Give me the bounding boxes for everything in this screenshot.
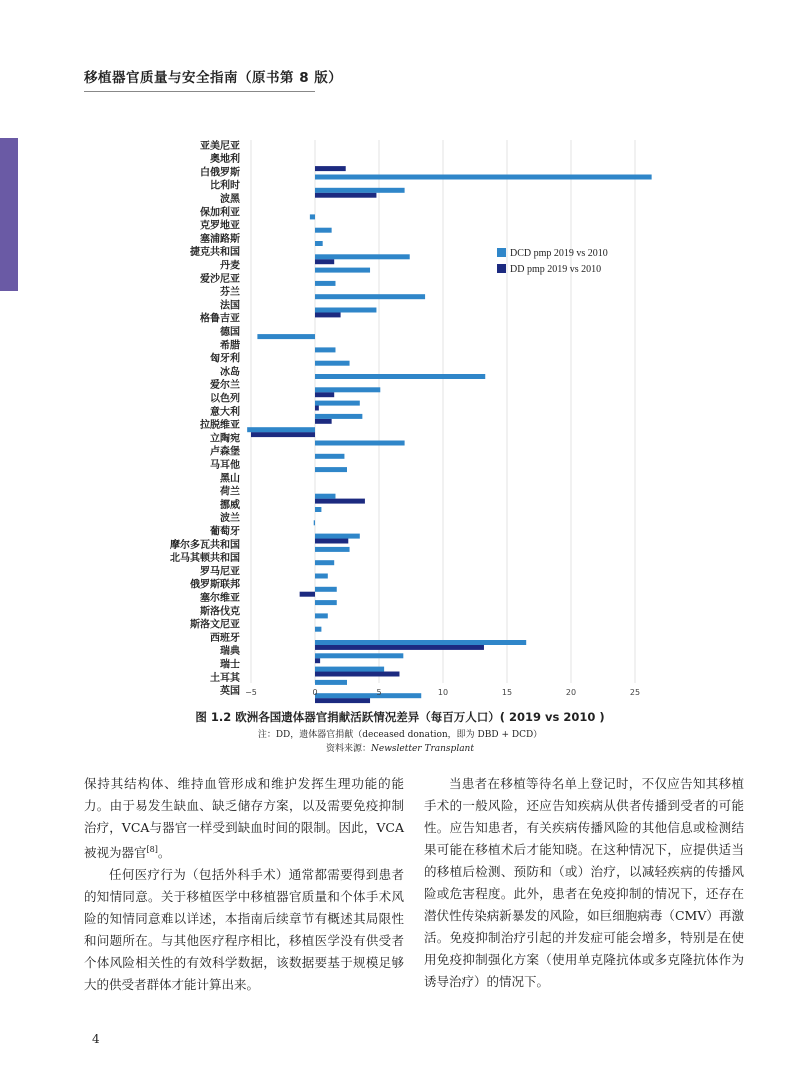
bar-dcd (315, 494, 335, 499)
bar-dcd (315, 441, 405, 446)
bar-dcd (315, 507, 321, 512)
category-label: 挪威 (220, 499, 240, 511)
bar-dd (315, 392, 334, 397)
figure-caption-note: 注：DD，遗体器官捐献（deceased donation，即为 DBD + DCD） (257, 730, 543, 740)
bar-dcd (315, 228, 332, 233)
bar-dd (315, 499, 365, 504)
figure-caption-source (0, 741, 800, 754)
category-label: 黑山 (220, 473, 240, 485)
bar-dcd (315, 613, 328, 618)
bar-dcd (315, 547, 350, 552)
category-label: 克罗地亚 (200, 220, 240, 232)
paragraph-text-end: 。 (157, 845, 171, 861)
bar-dcd (315, 454, 344, 459)
category-label: 北马其顿共和国 (170, 553, 240, 565)
category-label: 瑞典 (220, 646, 240, 658)
category-label: 俄罗斯联邦 (190, 579, 240, 591)
category-label: 法国 (220, 300, 240, 312)
category-label: 以色列 (210, 393, 240, 405)
bar-dd (315, 406, 319, 411)
bar-dcd (315, 640, 526, 645)
chart-x-tick-labels (245, 688, 640, 697)
bar-dd (315, 539, 348, 544)
category-label: 摩尔多瓦共和国 (170, 539, 240, 551)
category-label: 格鲁吉亚 (200, 313, 240, 325)
x-tick-label: 25 (629, 688, 641, 697)
category-label: 芬兰 (220, 287, 240, 299)
bar-dd (300, 592, 315, 597)
category-label: 爱沙尼亚 (200, 273, 240, 285)
bar-dcd (315, 414, 362, 419)
bar-dcd (315, 693, 421, 698)
legend-swatch-dd (497, 264, 506, 273)
category-label: 德国 (220, 327, 240, 338)
category-label: 马耳他 (210, 460, 240, 471)
bar-dcd (315, 667, 384, 672)
bar-dcd (315, 254, 410, 259)
chart-gridlines (251, 140, 635, 683)
category-label: 丹麦 (220, 260, 240, 272)
bar-dcd (315, 587, 337, 592)
x-tick-label: −5 (245, 688, 257, 697)
category-label: 西班牙 (210, 632, 240, 644)
category-label: 意大利 (210, 406, 240, 418)
category-label: 卢森堡 (210, 446, 240, 458)
bar-dcd (315, 653, 403, 658)
category-label: 冰岛 (220, 366, 240, 378)
bar-dcd (315, 374, 485, 379)
category-label: 波黑 (220, 194, 240, 205)
chart-category-labels (169, 139, 241, 697)
paragraph: 当患者在移植等待名单上登记时，不仅应告知其移植手术的一般风险，还应告知疾病从供者传播到受者的可能性。应告知患者，有关疾病传播风险的其他信息或检测结果可能在移植术后才能知晓。在这种情况下，应提供适当的移植后检测、预防和（或）治疗，以减轻疾病的传播风险或危害程度。此外，患者在免疫抑制的情况下，还存在潜伏性传染病新暴发的风险，如巨细胞病毒（CMV）再激活。免疫抑制治疗引起的并发症可能会增多，特别是在使用免疫抑制强化方案（使用单克隆抗体或多克隆抗体作为诱导治疗）的情况下。 (424, 776, 744, 989)
legend-label-dd: DD pmp 2019 vs 2010 (510, 264, 602, 275)
paragraph (84, 773, 404, 864)
running-title: 移植器官质量与安全指南（原书第 8 版） (84, 70, 343, 86)
category-label: 保加利亚 (200, 207, 240, 219)
bar-dcd (315, 680, 347, 685)
bar-dcd (315, 574, 328, 579)
category-label: 爱尔兰 (210, 380, 240, 392)
category-label: 拉脱维亚 (200, 420, 240, 432)
x-tick-label: 15 (501, 688, 513, 697)
bar-dcd (315, 347, 335, 352)
bar-dcd (315, 600, 337, 605)
bar-dd (315, 419, 332, 424)
x-tick-label: 5 (376, 688, 382, 697)
category-label: 瑞士 (220, 659, 240, 671)
bar-dcd (310, 214, 315, 219)
bar-dd (315, 193, 376, 198)
category-label: 斯洛伐克 (200, 606, 240, 618)
category-label: 罗马尼亚 (200, 566, 240, 578)
bar-dcd (257, 334, 315, 339)
category-label: 捷克共和国 (190, 247, 240, 259)
category-label: 奥地利 (210, 154, 240, 166)
bar-dd (315, 645, 484, 650)
bar-dd (315, 166, 346, 171)
body-column-left (84, 773, 404, 996)
category-label: 立陶宛 (210, 433, 240, 445)
category-label: 土耳其 (210, 672, 240, 684)
category-label: 葡萄牙 (210, 526, 240, 538)
category-label: 波兰 (220, 513, 240, 525)
category-label: 白俄罗斯 (200, 167, 240, 179)
x-tick-label: 20 (565, 688, 577, 697)
bar-dd (315, 698, 370, 703)
reference-marker: [8] (146, 845, 158, 854)
category-label: 英国 (220, 686, 240, 698)
category-label: 荷兰 (220, 486, 240, 498)
bar-dcd (315, 268, 370, 273)
bar-dcd (315, 188, 405, 193)
bar-dcd (315, 560, 334, 565)
bar-dd (315, 259, 334, 264)
bar-dd (315, 672, 399, 677)
chart-legend (497, 248, 608, 275)
legend-label-dcd: DCD pmp 2019 vs 2010 (510, 248, 608, 259)
legend-swatch-dcd (497, 248, 506, 257)
figure-caption-title: 图 1.2 欧洲各国遗体器官捐献活跃情况差异（每百万人口）( 2019 vs 2010 ) (195, 710, 605, 724)
category-label: 希腊 (220, 340, 240, 352)
category-label: 比利时 (210, 180, 240, 192)
category-label: 塞浦路斯 (200, 233, 240, 245)
source-name: Newsletter Transplant (371, 744, 474, 754)
bar-dcd (315, 281, 335, 286)
category-label: 亚美尼亚 (200, 140, 240, 152)
paragraph-text: 保持其结构体、维持血管形成和维护发挥生理功能的能力。由于易发生缺血、缺乏储存方案，以及需要免疫抑制治疗，VCA与器官一样受到缺血时间的限制。因此，VCA被视为器官 (84, 776, 404, 861)
body-column-right (424, 773, 744, 993)
chart-bars (247, 166, 651, 703)
x-tick-label: 10 (437, 688, 449, 697)
category-label: 塞尔维亚 (200, 593, 240, 604)
bar-dcd (315, 294, 425, 299)
page-number: 4 (92, 1032, 100, 1046)
bar-dcd (314, 520, 315, 525)
source-label: 资料来源： (326, 744, 372, 754)
bar-dcd (315, 534, 360, 539)
bar-dcd (247, 427, 315, 432)
bar-dcd (315, 308, 376, 313)
bar-dd (251, 432, 315, 437)
bar-dd (315, 658, 320, 663)
bar-dd (315, 312, 341, 317)
bar-dcd (315, 361, 350, 366)
paragraph: 任何医疗行为（包括外科手术）通常都需要得到患者的知情同意。关于移植医学中移植器官质量和个体手术风险的知情同意难以详述，本指南后续章节有概述其局限性和问题所在。与其他医疗程序相比，移植医学没有供受者个体风险相关性的有效科学数据，该数据要基于规模足够大的供受者群体才能计算出来。 (84, 867, 404, 993)
bar-dcd (315, 401, 360, 406)
category-label: 斯洛文尼亚 (190, 619, 240, 631)
bar-dcd (315, 387, 380, 392)
bar-dcd (315, 627, 321, 632)
bar-dcd (315, 467, 347, 472)
bar-dcd (315, 175, 652, 180)
x-tick-label: 0 (312, 688, 318, 697)
bar-dcd (315, 241, 323, 246)
category-label: 匈牙利 (210, 353, 240, 365)
